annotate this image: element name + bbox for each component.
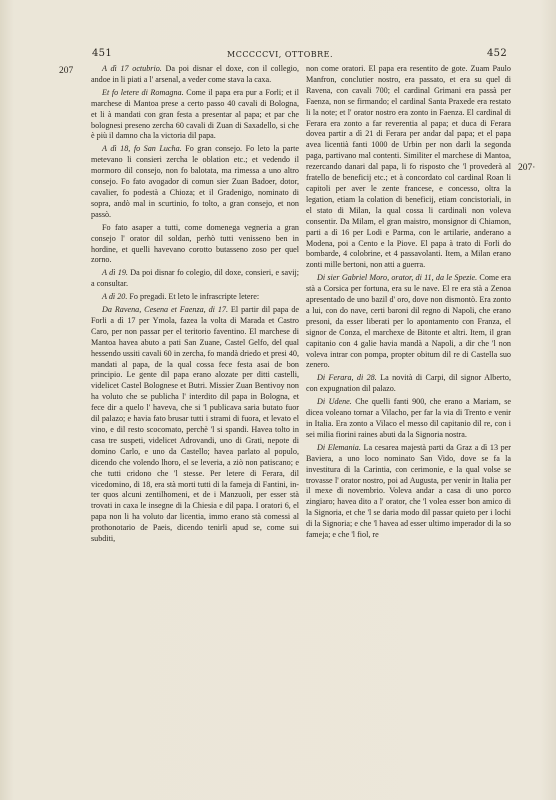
right-text-column (306, 64, 511, 541)
paragraph-lead: Di sier Gabriel Moro, orator, di 11, da le Spezie. (317, 273, 478, 283)
paragraph-lead: Di Udene. (317, 397, 352, 407)
paragraph-text: Da poi disnar el doxe, con il collegio, andoe in li piati a l' arsenal, a veder come stava la caxa. (91, 64, 299, 84)
paragraph-text: Come il papa era pur a Forli; et il marchese di Mantoa prese a certo passo 40 cavali di Bologna, et li à mandati con gran festa a presentar al papa; et par che bolognesi preseno zercha 60 cavali di Zuan di Saxadello, si che è più il damno cha la victoria dil papa. (91, 87, 299, 141)
paragraph-text: Che quelli fanti 900, che erano a Mariam, se dicea voleano tornar a Vilacho, per far la via di Trento e venir in Italia. Era zonto a Vilaco el messo dil capitanio dil re, con i sei milia fiorini raines abuti da la Signoria nostra. (306, 397, 511, 439)
paragraph (306, 373, 511, 395)
paragraph-text: La novità di Carpi, dil signor Alberto, con expugnation dil palazo. (306, 373, 511, 394)
paragraph (306, 64, 511, 271)
paragraph-lead: A dì 20. (102, 292, 128, 302)
running-header: MCCCCCVI, OTTOBRE. (227, 50, 334, 59)
paragraph-lead: A dì 19. (102, 268, 128, 278)
paragraph-lead: Di Elemania. (317, 442, 361, 452)
paragraph-lead: Da Ravena, Cesena et Faenza, di 17. (102, 305, 229, 315)
margin-number-right: 207· (518, 163, 536, 173)
paragraph-lead: A dì 17 octubrio. (102, 64, 162, 73)
paragraph (306, 273, 511, 371)
paragraph-text: Da poi disnar fo colegio, dil doxe, consieri, e savij; a consultar. (91, 268, 299, 289)
paragraph-lead: Di Ferara, di 28. (317, 373, 377, 383)
paragraph-text: Fo gran consejo. Fo leto la parte metevano li consieri zercha le oblation etc.; et vedendo il mormoro dil consejo, non fo balotata, ma rimessa a uno altro consejo. Fo fato avogador di comun sier Zuan Badoer, dotor, cavalier, fo podestà a Chioza; et il Gradenigo, nominato di sopra, andò mal in scurtinio, fo tolto, a gran consejo, et non passò. (91, 144, 299, 219)
paragraph-text: La cesarea majestà parti da Graz a dì 13 per Baviera, a uno loco nominato San Vido, dove se fa la investitura di la Carintia, con cerimonie, e la qual volse se trovasse l' orator nostro, poi ad Augusta, per venir in Italia per il mexe di novembrio. Voleva andar a casa di uno porco zingiaro; havea dito a l' orator, che 'l volea esser bon amico di la Signoria, et che 'l se daria modo dil passar quieto per i lochi di la Signoria; e che 'l havea ad esser ultimo imperador di la so fameja; e che 'l fiol, re (306, 442, 511, 540)
paragraph (91, 64, 299, 86)
paragraph (91, 292, 299, 303)
left-text-column (91, 64, 299, 545)
right-page-number: 452 (487, 48, 507, 59)
paragraph (91, 268, 299, 290)
paragraph-text: Fo fato asaper a tutti, come domenega vegneria a gran consejo l' orator dil soldan, perhò tutti venisseno ben in hordine, et quelli havevano corotto butasseno zoso per quel zorno. (91, 222, 299, 265)
paragraph-text: El partir dil papa de Forli a dì 17 per Ymola, fazea la volta di Marada et Castro Caro, per non passar per el teritorio faventino. El marchese di Mantoa havea abuto a pati San Zuane, Castel Gelfo, del qual hessendo ussiti cavali 60 in zercha, fo mandà driedo et presi 40, mandati al papa, de la qual cossa fece festa asai de bon principio. Le gente dil papa erano alozate per ditti castelli, videlicet Castel Bolognese et Butri. Missier Zuan Bentivoy non ha voluto che se publicha l' interdito dil papa in Bologna, et fece dir a quelo l' haveva, che si 'l publicava saria butato fuor dil palazo; e havia fato brusar tutti i strami di fuora, et levato el vino, e dil resto scocomato, perchè 'l si spandi. Havea tolto in casa tre suspeti, videlicet Adrovandi, uno di Grati, nepote di domino Carlo, e uno da Castello; havea parlato al populo, dicendo che volendo lhoro, el se leveria, a ziò non patiscano; e che tutti cridono che 'l stesse. Per letere di Ferara, dil vicedomino, di 18, era stà morti tutti di la fameja di Fantini, in-ter quos alcuni zentilhomeni, et de i Manzuoli, per esser stà trovati in caxa le insegne di la Chiesia e dil papa. I oratori 6, el papa non li ha voluto dar licentia, immo erano stà comessi al prothonotario de Paeis, dicendo tenirli apud se, come sui subditi, (91, 305, 299, 544)
paragraph-text: Fo pregadi. Et leto le infrascripte letere: (127, 292, 260, 302)
left-page-number: 451 (92, 48, 112, 59)
paragraph-lead: A dì 18, fo San Lucha. (102, 144, 182, 154)
paragraph (91, 144, 299, 220)
paragraph (91, 305, 299, 545)
margin-number-left: 207 (59, 66, 74, 76)
paragraph (306, 443, 511, 541)
paragraph-lead: Et fo letere di Romagna. (102, 87, 184, 97)
paragraph (91, 88, 299, 143)
paragraph (306, 397, 511, 441)
paragraph-text: non come oratori. El papa era resentito de gote. Zuam Paulo Manfron, conclutier nostro, era passato, et era su quel di Ravena, con cavali 700; el cardinal Grimani era passà per Faenza, non se firmando; el cardinal Santa Praxede era restato li la note; et l' orator nostro era zonto in Faenza. El cardinal di Ferara era zonto a far reverentia al papa; et duca di Ferara dovea partir a dì 21 di Ferara per andar dal papa; et el papa avea licentià fanti 1000 de Urbin per non darli la segonda paga, partivano mal contenti. Similiter el marchese di Mantoa, rezercando danari dal papa, li fo risposto che 'l provederà al fratello de beneficij etc.; et à concordato col cardinal Roan li capitoli per aver le zente francese, e concesso, oltra la legation, etiam la colation di beneficij, etiam concistoriali, in el stato di Milan, la qual cossa li cardinali non voleva consentir. Da Milam, el gran maistro, monsignor di Chiamon, parti a dì 16 per Lodi e Parma, con le artilarie, anderano a Modena, poi a Cento e la Piove. El papa à trato di Forli do bombarde, 4 colobrine, et 4 passavolanti. Item, a Milan erano zonti mille bertoni, non atti a guerra. (306, 64, 511, 270)
paragraph (91, 223, 299, 267)
paragraph-text: Come era stà a Corsica per fortuna, era su le nave. El re era stà a Zenoa apresentado de uno bazil d' oro, dove non dismontò. Era zonto a lui, con do nave, certi baroni dil regno di Napoli, che erano presoni, da esser liberati per lo apontamento con Franza, el signor de Conza, el marchexe de Bitonte et altri. Item, il gran capitanio con 4 galie havia mandà a Napoli, a dir che 'l non voleva intrar con pompa, propter obitum dil re di Castella suo zenero. (306, 273, 511, 370)
